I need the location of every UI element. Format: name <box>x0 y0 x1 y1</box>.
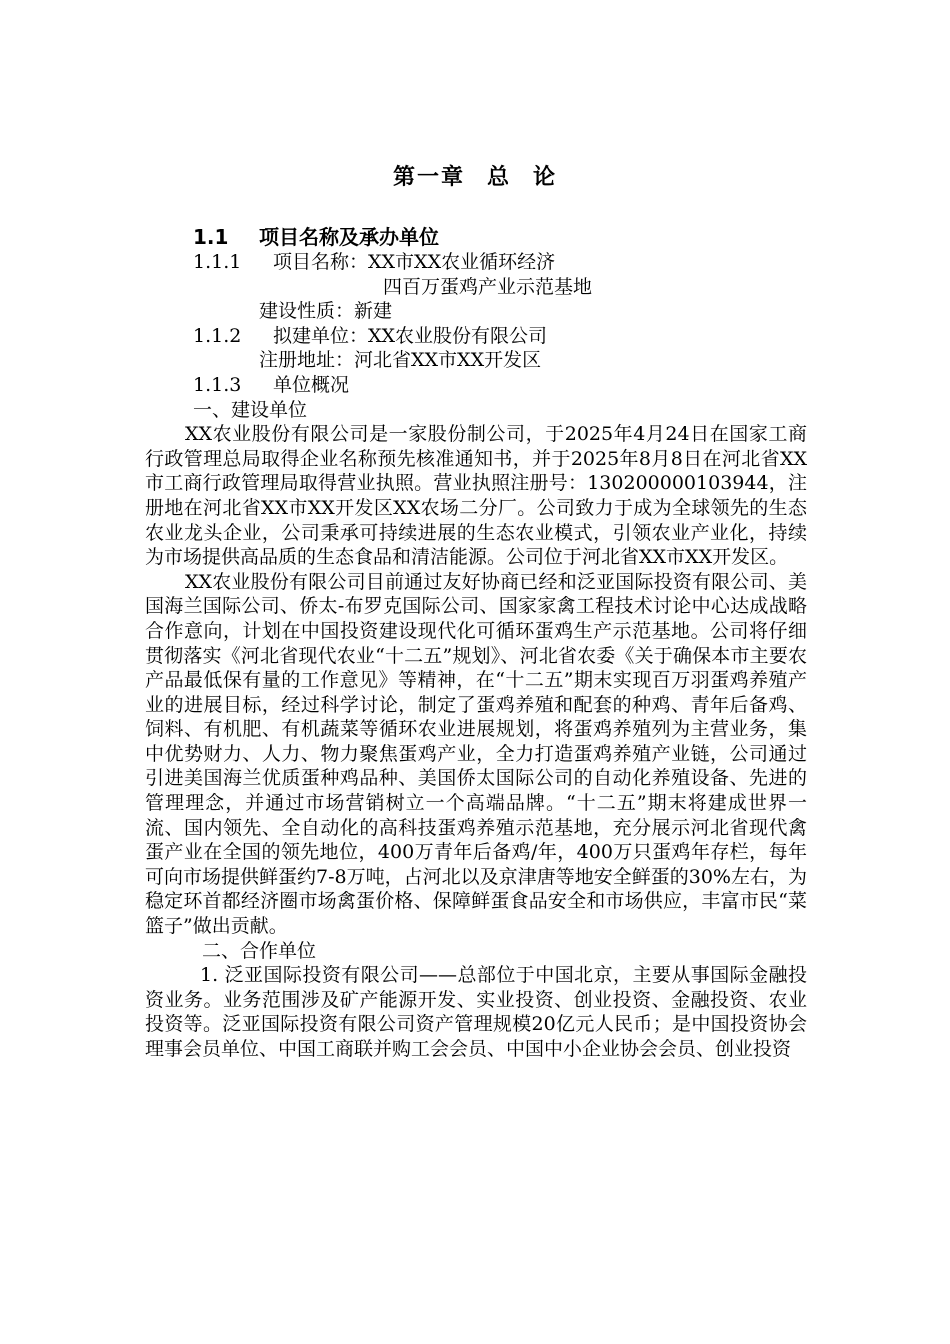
subsection-number: 1.1.1 <box>193 251 242 273</box>
subsection-number: 1.1.2 <box>193 324 242 347</box>
project-name-continuation: 四百万蛋鸡产业示范基地 <box>383 275 593 298</box>
unit-overview-line <box>145 373 807 398</box>
unit-overview: 单位概况 <box>273 373 350 396</box>
proposed-unit-line <box>145 324 807 349</box>
chapter-title-char-1: 总 <box>486 165 511 190</box>
proposed-unit: 拟建单位：XX农业股份有限公司 <box>273 324 548 347</box>
section-title: 项目名称及承办单位 <box>259 225 439 249</box>
subsection-number: 1.1.3 <box>193 373 242 396</box>
paragraph-cooperation-plan: XX农业股份有限公司目前通过友好协商已经和泛亚国际投资有限公司、美国海兰国际公司、侨太-布罗克国际公司、国家家禽工程技术讨论中心达成战略合作意向，计划在中国投资建设现代化可循环蛋鸡生产示范基地。公司将仔细贯彻落实《河北省现代农业“十二五”规划》、河北省农委《关于确保本市主要农产品最低保有量的工作意见》等精神，在“十二五”期末实现百万羽蛋鸡养殖产业的进展目标，经过科学讨论，制定了蛋鸡养殖和配套的种鸡、青年后备鸡、饲料、有机肥、有机蔬菜等循环农业进展规划，将蛋鸡养殖列为主营业务，集中优势财力、人力、物力聚焦蛋鸡产业，全力打造蛋鸡养殖产业链，公司通过引进美国海兰优质蛋种鸡品种、美国侨太国际公司的自动化养殖设备、先进的管理理念，并通过市场营销树立一个高端品牌。“十二五”期末将建成世界一流、国内领先、全自动化的高科技蛋鸡养殖示范基地，充分展示河北省现代禽蛋产业在全国的领先地位，400万青年后备鸡/年，400万只蛋鸡年存栏，每年可向市场提供鲜蛋约7-8万吨，占河北以及京津唐等地安全鲜蛋的30%左右，为稳定环首都经济圈市场禽蛋价格、保障鲜蛋食品安全和市场供应，丰富市民“菜篮子”做出贡献。 <box>145 570 807 938</box>
chapter-number: 第一章 <box>392 165 465 190</box>
project-name: 项目名称：XX市XX农业循环经济 <box>273 251 556 273</box>
part-heading-cooperation-unit: 二、合作单位 <box>202 939 317 962</box>
part-heading-construction-unit: 一、建设单位 <box>193 398 308 421</box>
section-number: 1.1 <box>193 225 229 249</box>
chapter-title-char-2: 论 <box>533 165 558 190</box>
section-heading-1-1 <box>145 224 807 250</box>
paragraph-partner-1: 1. 泛亚国际投资有限公司——总部位于中国北京，主要从事国际金融投资业务。业务范围涉及矿产能源开发、实业投资、创业投资、金融投资、农业投资等。泛亚国际投资有限公司资产管理规模20亿元人民币；是中国投资协会理事会员单位、中国工商联并购工会会员、中国中小企业协会会员、创业投资 <box>145 964 807 1060</box>
document-body <box>145 224 807 1062</box>
paragraph-company-intro: XX农业股份有限公司是一家股份制公司，于2025年4月24日在国家工商行政管理总局取得企业名称预先核准通知书，并于2025年8月8日在河北省XX市工商行政管理局取得营业执照。营业执照注册号：130200000103944，注册地在河北省XX市XX开发区XX农场二分厂。公司致力于成为全球领先的生态农业龙头企业，公司秉承可持续进展的生态农业模式，引领农业产业化，持续为市场提供高品质的生态食品和清洁能源。公司位于河北省XX市XX开发区。 <box>145 423 807 569</box>
chapter-title <box>0 160 950 191</box>
construction-nature: 建设性质：新建 <box>259 300 393 323</box>
registered-address: 注册地址：河北省XX市XX开发区 <box>259 349 542 372</box>
project-name-line <box>145 250 807 275</box>
